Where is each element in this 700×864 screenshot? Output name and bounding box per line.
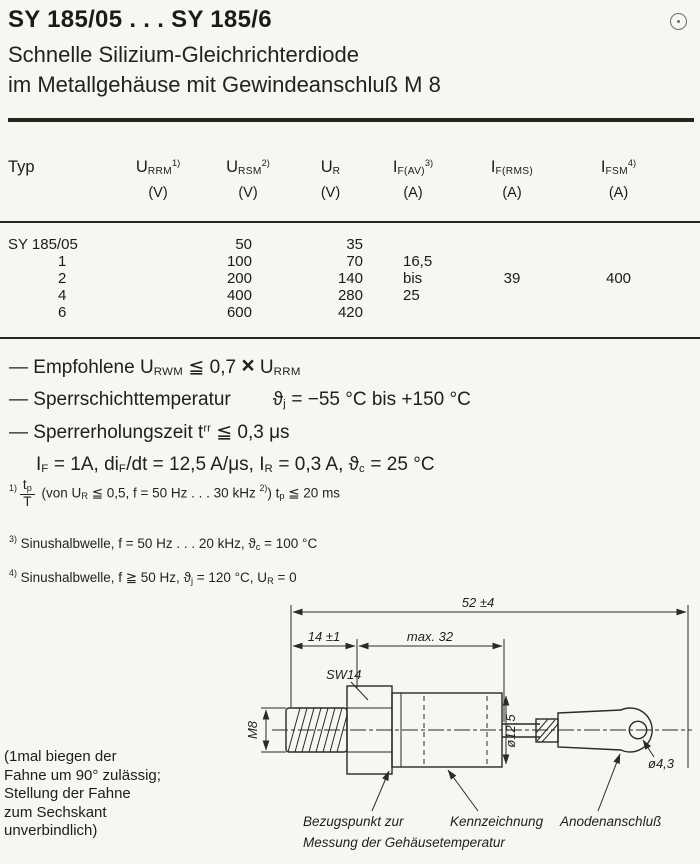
- characteristics-notes: [9, 352, 471, 486]
- wrench-leader-line: [351, 682, 368, 700]
- divider-table-header: [0, 221, 700, 223]
- registration-dot: [677, 20, 681, 24]
- subtitle: [8, 40, 441, 100]
- marking-label: Kennzeichnung: [450, 814, 544, 829]
- thread-size-label: M8: [245, 720, 260, 740]
- column-header-ifrms: $I_{F(RMS)}$ (A): [490, 158, 534, 202]
- table-row: 2 200 140 bis 39 400: [58, 270, 632, 287]
- ratings-table-header: [8, 158, 676, 201]
- column-header-ur: $U_R$ (V): [320, 158, 341, 202]
- divider-table-bottom: [0, 337, 700, 339]
- table-row: SY 185/05 50 35: [8, 236, 363, 253]
- footnote-3: $^{3)}$ Sinushalbwelle, f = 50 Hz . . . 20 kHz, $ϑ_c = 100$ °C: [9, 533, 318, 552]
- dim-total-label: 52 ±4: [461, 595, 495, 610]
- dia-hole-label: ø4,3: [648, 756, 675, 771]
- note-recovery-conditions: $I_F = 1A$, $di_F/dt = 12,5$ A/μs, $I_R = 0,3$ A, $ϑ_c = 25$ °C: [36, 454, 435, 476]
- table-row: 4 400 280 25: [58, 287, 420, 304]
- column-header-urrm: $U_{RRM}^{1)}$ (V): [135, 158, 181, 202]
- dim-thread-label: 14 ±1: [307, 629, 341, 644]
- column-header-ifsm: $I_{FSM}^{4)}$ (A): [600, 158, 637, 202]
- note-recovery-time: — Sperrerholungszeit $t^{rr}$ ≦ 0,3 μs: [9, 422, 290, 443]
- marking-arrow: [448, 770, 478, 811]
- registration-mark-icon: [670, 13, 687, 30]
- footnote-4: $^{4)}$ Sinushalbwelle, f ≧ 50 Hz, $ϑ_j = 120$ °C, $U_R = 0$: [9, 567, 297, 586]
- dia-body-label: ø12,5: [503, 714, 518, 748]
- note-urwm: — Empfohlene $U_{RWM}$ ≦ $0,7 \times U_{RRM}$: [9, 352, 301, 379]
- crimp-hatch: [536, 719, 558, 742]
- subtitle-line1: Schnelle Silizium-Gleichrichterdiode: [8, 42, 359, 67]
- column-header-ifav: $I_{F(AV)}^{3)}$ (A): [392, 158, 434, 202]
- anode-label: Anodenanschluß: [560, 814, 662, 829]
- subtitle-line2: im Metallgehäuse mit Gewindeanschluß M 8: [8, 72, 441, 97]
- ref-point-arrow: [372, 771, 389, 811]
- bending-note: (1mal biegen der Fahne um 90° zulässig; Stellung der Fahne zum Sechskant unverbindlich): [4, 748, 161, 839]
- footnotes: [9, 478, 340, 586]
- ref-point-label-line1: Bezugspunkt zur: [303, 814, 404, 829]
- wrench-size-label: SW14: [326, 667, 362, 682]
- divider-top: [8, 118, 694, 122]
- note-junction-temp: — Sperrschichttemperatur $ϑ_j = -55$ °C bis +150 °C: [9, 389, 471, 411]
- package-drawing: [0, 595, 700, 864]
- table-row: 6 600 420: [58, 304, 363, 321]
- ratings-table-body: [8, 236, 676, 321]
- column-header-typ: Typ: [8, 158, 35, 176]
- ref-point-label-line2: Messung der Gehäusetemperatur: [303, 835, 505, 850]
- anode-arrow: [598, 754, 620, 811]
- table-row: 1 100 70 16,5: [58, 253, 433, 270]
- fraction-tp-over-T: $\frac{t_p}{T}$: [20, 478, 35, 510]
- footnote-1: $^{1)}$ $\frac{t_p}{T}$ (von $U_R$ ≦ 0,5, f = 50 Hz . . . 30 kHz $^{2)}$) $t_p$ ≦ 20 ms: [9, 477, 341, 510]
- column-header-ursm: $U_{RSM}^{2)}$ (V): [226, 158, 270, 202]
- page-title: SY 185/05 . . . SY 185/6: [8, 6, 272, 33]
- dim-body-label: max. 32: [406, 629, 454, 644]
